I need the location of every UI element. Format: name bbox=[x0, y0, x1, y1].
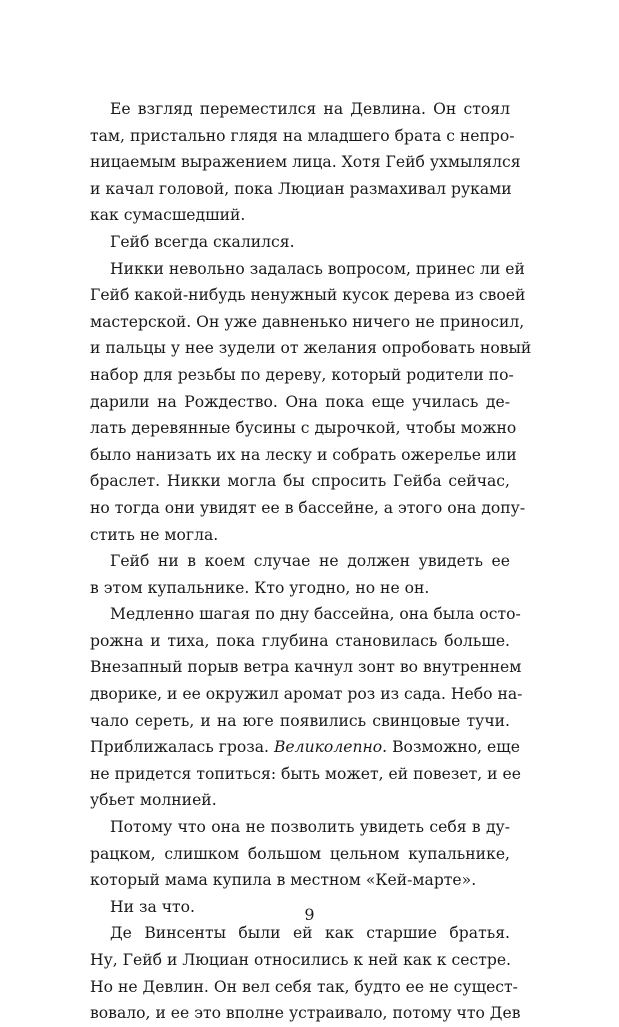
text-line: вовало, и ее это вполне устраивало, потому что Дев bbox=[90, 1004, 521, 1023]
text-line: там, пристально глядя на младшего брата с непро- bbox=[90, 126, 515, 145]
text-line: в этом купальнике. Кто угодно, но не он. bbox=[90, 578, 430, 597]
text-line: стить не могла. bbox=[90, 525, 219, 544]
text-line: Гейб какой-нибудь ненужный кусок дерева из своей bbox=[90, 286, 526, 305]
text-line: мастерской. Он уже давненько ничего не приносил, bbox=[90, 312, 525, 331]
text-line: лать деревянные бусины с дырочкой, чтобы можно bbox=[90, 419, 517, 438]
text-line: который мама купила в местном «Кей-марте». bbox=[90, 871, 477, 890]
text-line: дворике, и ее окружил аромат роз из сада. Небо на- bbox=[90, 685, 523, 704]
text-line: Ни за что. bbox=[110, 897, 195, 916]
text-line: и качал головой, пока Люциан размахивал руками bbox=[90, 179, 512, 198]
text-line: было нанизать их на леску и собрать ожерелье или bbox=[90, 445, 517, 464]
text-line: Потому что она не позволить увидеть себя в ду- bbox=[110, 818, 510, 837]
text-line: ницаемым выражением лица. Хотя Гейб ухмылялся bbox=[90, 153, 521, 172]
text-line: рацком, слишком большом цельном купальнике, bbox=[90, 844, 510, 863]
text-line: не придется топиться: быть может, ей повезет, и ее bbox=[90, 764, 521, 783]
text-line: Гейб всегда скалился. bbox=[110, 232, 295, 251]
text-line: дарили на Рождество. Она пока еще училась де- bbox=[90, 392, 510, 411]
text-line: как сумасшедший. bbox=[90, 206, 246, 225]
text-line: Гейб ни в коем случае не должен увидеть ее bbox=[110, 552, 510, 571]
text-line: рожна и тиха, пока глубина становилась больше. bbox=[90, 631, 510, 650]
text-line: Приближалась гроза. Великолепно. Возможно, еще bbox=[90, 738, 520, 757]
text-line: но тогда они увидят ее в бассейне, а этого она допу- bbox=[90, 498, 526, 517]
text-line: Но не Девлин. Он вел себя так, будто ее не сущест- bbox=[90, 977, 518, 996]
text-line: набор для резьбы по дереву, который родители по- bbox=[90, 365, 514, 384]
body-text bbox=[90, 96, 532, 1027]
text-line: Ее взгляд переместился на Девлина. Он стоял bbox=[110, 100, 510, 118]
text-line: Ну, Гейб и Люциан относились к ней как к сестре. bbox=[90, 951, 512, 969]
page-number: 9 bbox=[304, 905, 315, 924]
text-line: Внезапный порыв ветра качнул зонт во внутреннем bbox=[90, 658, 522, 677]
text-line: браслет. Никки могла бы спросить Гейба сейчас, bbox=[90, 472, 510, 491]
text-line: Никки невольно задалась вопросом, принес ли ей bbox=[110, 259, 525, 278]
text-line: убьет молнией. bbox=[90, 791, 217, 810]
text-line: чало сереть, и на юге появились свинцовые тучи. bbox=[90, 711, 510, 730]
text-line: Де Винсенты были ей как старшие братья. bbox=[110, 924, 510, 943]
text-line: Медленно шагая по дну бассейна, она была осто- bbox=[110, 605, 521, 624]
text-line: и пальцы у нее зудели от желания опробовать новый bbox=[90, 339, 532, 358]
